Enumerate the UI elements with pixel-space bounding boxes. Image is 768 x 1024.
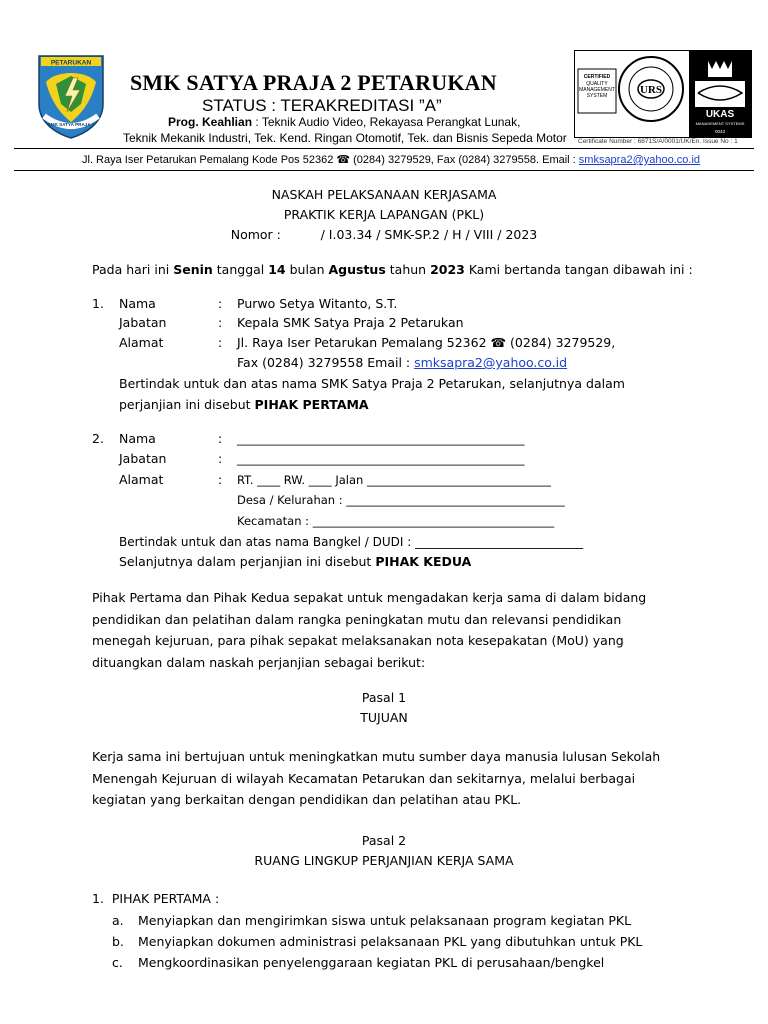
colon: : bbox=[218, 296, 223, 311]
party-2-district-field[interactable]: Kecamatan : __________________________________________ bbox=[237, 514, 555, 528]
intro-text: tanggal bbox=[212, 262, 269, 277]
svg-text:CERTIFIED: CERTIFIED bbox=[583, 74, 611, 80]
program-list-1: : Teknik Audio Video, Rekayasa Perangkat Lunak, bbox=[252, 115, 521, 129]
svg-text:SYSTEM: SYSTEM bbox=[586, 93, 608, 99]
intro-text: Pada hari ini bbox=[92, 262, 174, 277]
certificate-number: Certificate Number : 6871S/A/0001/UK/En. Issue No : 1 bbox=[578, 138, 738, 145]
party-2-number: 2. bbox=[92, 431, 104, 446]
document-number: Nomor : / I.03.34 / SMK-SP.2 / H / VIII / 2023 bbox=[230, 227, 538, 242]
list-item: Menyiapkan dan mengirimkan siswa untuk pelaksanaan program kegiatan PKL bbox=[138, 913, 632, 928]
list-item: Menyiapkan dokumen administrasi pelaksanaan PKL yang dibutuhkan untuk PKL bbox=[138, 934, 643, 949]
article-2-title: RUANG LINGKUP PERJANJIAN KERJA SAMA bbox=[254, 853, 514, 868]
intro-month: Agustus bbox=[328, 262, 386, 277]
school-email-link[interactable]: smksapra2@yahoo.co.id bbox=[578, 154, 701, 166]
article-2-heading bbox=[0, 831, 768, 871]
agreement-line: Pihak Pertama dan Pihak Kedua sepakat untuk mengadakan kerja sama di dalam bidang bbox=[92, 590, 647, 605]
agreement-line: dituangkan dalam naskah perjanjian sebagai berikut: bbox=[92, 654, 426, 670]
logo-top-text: PETARUKAN bbox=[50, 59, 92, 67]
article-2-list-title: 1. PIHAK PERTAMA : bbox=[92, 891, 220, 906]
school-logo bbox=[36, 52, 106, 140]
party-2-position-field[interactable]: __________________________________________________ bbox=[237, 452, 525, 466]
intro-sentence bbox=[92, 261, 693, 279]
title-line-1: NASKAH PELAKSANAAN KERJASAMA bbox=[271, 187, 497, 202]
list-item: Mengkoordinasikan penyelenggaraan kegiatan PKL di perusahaan/bengkel bbox=[138, 955, 605, 970]
svg-text:URS: URS bbox=[639, 84, 663, 96]
party-2-position-label: Jabatan bbox=[119, 451, 167, 466]
party-1-number: 1. bbox=[92, 296, 104, 311]
document-title bbox=[0, 186, 768, 246]
colon: : bbox=[218, 335, 223, 350]
colon: : bbox=[218, 451, 223, 466]
title-line-2: PRAKTIK KERJA LAPANGAN (PKL) bbox=[283, 207, 485, 222]
agreement-paragraph bbox=[92, 587, 676, 673]
party-2-name-label: Nama bbox=[119, 431, 156, 446]
header-divider-bottom bbox=[14, 170, 754, 171]
article-1-line: kegiatan yang berkaitan dengan pendidikan dan pelatihan atau PKL. bbox=[92, 792, 522, 807]
intro-text: tahun bbox=[385, 262, 431, 277]
party-2-acting-line-2 bbox=[119, 553, 471, 571]
colon: : bbox=[218, 431, 223, 446]
party-1-acting-line-1: Bertindak untuk dan atas nama SMK Satya Praja 2 Petarukan, selanjutnya dalam bbox=[119, 376, 625, 391]
party-1-fax-text: Fax (0284) 3279558 Email : bbox=[237, 355, 415, 370]
agreement-line: menegah kejuruan, para pihak sepakat melaksanakan nota kesepakatan (MoU) yang bbox=[92, 633, 624, 648]
party-1-address-line-1: Jl. Raya Iser Petarukan Pemalang 52362 ☎ (0284) 3279529, bbox=[237, 335, 616, 350]
party-1-position: Kepala SMK Satya Praja 2 Petarukan bbox=[237, 315, 464, 330]
article-1-title: TUJUAN bbox=[360, 710, 408, 725]
list-marker: c. bbox=[112, 955, 123, 970]
party-2-name-field[interactable]: __________________________________________________ bbox=[237, 432, 525, 446]
party-1-acting-text: perjanjian ini disebut bbox=[119, 397, 255, 412]
accreditation-status: STATUS : TERAKREDITASI ”A” bbox=[202, 96, 442, 115]
school-logo-icon bbox=[36, 52, 106, 140]
party-1-address-line-2 bbox=[237, 354, 567, 372]
article-1-heading bbox=[0, 688, 768, 728]
colon: : bbox=[218, 472, 223, 487]
svg-text:UKAS: UKAS bbox=[705, 109, 735, 120]
intro-text: Kami bertanda tangan dibawah ini : bbox=[464, 262, 693, 277]
intro-day: Senin bbox=[173, 262, 213, 277]
list-marker: b. bbox=[112, 934, 124, 949]
party-2-acting-line-1[interactable]: Bertindak untuk dan atas nama Bangkel / DUDI : ____________________________ bbox=[119, 535, 584, 549]
intro-year: 2023 bbox=[430, 262, 465, 277]
party-1-acting-line-2 bbox=[119, 396, 369, 414]
svg-text:MANAGEMENT SYSTEMS: MANAGEMENT SYSTEMS bbox=[695, 121, 745, 126]
party-1-name-label: Nama bbox=[119, 296, 156, 311]
article-1-body bbox=[92, 746, 682, 811]
intro-text: bulan bbox=[285, 262, 329, 277]
party-1-designation: PIHAK PERTAMA bbox=[254, 397, 369, 412]
party-2-village-field[interactable]: Desa / Kelurahan : ______________________________________ bbox=[237, 493, 565, 507]
article-1-line: Menengah Kejuruan di wilayah Kecamatan Petarukan dan sekitarnya, melalui berbagai bbox=[92, 770, 636, 786]
svg-text:MANAGEMENT: MANAGEMENT bbox=[579, 87, 615, 93]
party-1-name: Purwo Setya Witanto, S.T. bbox=[237, 296, 398, 311]
school-address bbox=[82, 153, 700, 166]
intro-date: 14 bbox=[268, 262, 286, 277]
program-label: Prog. Keahlian bbox=[168, 115, 253, 129]
school-name: SMK SATYA PRAJA 2 PETARUKAN bbox=[130, 70, 497, 95]
party-2-address-label: Alamat bbox=[119, 472, 164, 487]
article-1-number: Pasal 1 bbox=[361, 690, 407, 705]
article-2-number: Pasal 2 bbox=[361, 833, 407, 848]
certification-icon bbox=[575, 51, 751, 137]
address-text: Jl. Raya Iser Petarukan Pemalang Kode Pos 52362 ☎ (0284) 3279529, Fax (0284) 3279558. Email : bbox=[82, 154, 579, 166]
party-1-email-link[interactable]: smksapra2@yahoo.co.id bbox=[414, 355, 568, 370]
list-marker: a. bbox=[112, 913, 124, 928]
logo-bottom-text: SMK SATYA PRAJA 2 bbox=[47, 122, 95, 127]
program-line-1 bbox=[168, 115, 520, 129]
party-1-address-label: Alamat bbox=[119, 335, 164, 350]
agreement-line: pendidikan dan pelatihan dalam rangka peningkatan mutu dan relevansi pendidikan bbox=[92, 611, 622, 627]
article-1-line: Kerja sama ini bertujuan untuk meningkatkan mutu sumber daya manusia lulusan Sekolah bbox=[92, 749, 661, 764]
svg-text:QUALITY: QUALITY bbox=[586, 81, 608, 87]
header-divider-top bbox=[14, 148, 754, 149]
colon: : bbox=[218, 315, 223, 330]
party-2-acting-text: Selanjutnya dalam perjanjian ini disebut bbox=[119, 554, 376, 569]
program-line-2: Teknik Mekanik Industri, Tek. Kend. Ringan Otomotif, Tek. dan Bisnis Sepeda Motor bbox=[123, 131, 567, 145]
certification-badges bbox=[574, 50, 752, 138]
party-1-position-label: Jabatan bbox=[119, 315, 167, 330]
party-2-address-field[interactable]: RT. ____ RW. ____ Jalan ________________________________ bbox=[237, 473, 551, 487]
svg-text:0043: 0043 bbox=[714, 129, 726, 134]
party-2-designation: PIHAK KEDUA bbox=[375, 554, 472, 569]
